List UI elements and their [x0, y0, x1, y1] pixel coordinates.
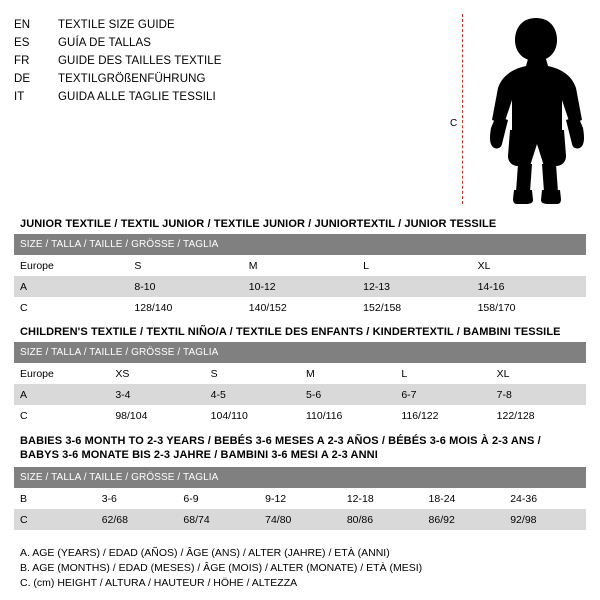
cell: 12-18 — [341, 488, 423, 509]
language-row — [14, 88, 444, 106]
table-row — [14, 405, 586, 426]
table-head-row — [14, 234, 586, 255]
cell: 5-6 — [300, 384, 395, 405]
table-head-row — [14, 467, 586, 488]
cell: 80/86 — [341, 509, 423, 530]
footnote-b: B. AGE (MONTHS) / EDAD (MESES) / ÂGE (MOIS) / ALTER (MONATE) / ETÀ (MESI) — [20, 562, 423, 574]
cell: 62/68 — [96, 509, 178, 530]
cell: 122/128 — [491, 405, 586, 426]
cell: 8-10 — [128, 276, 242, 297]
cell: XS — [109, 363, 204, 384]
row-label: A — [14, 276, 128, 297]
table-head-label: SIZE / TALLA / TAILLE / GRÖSSE / TAGLIA — [14, 234, 586, 255]
row-label: C — [14, 509, 96, 530]
row-label: Europe — [14, 363, 109, 384]
section-title-line-1: BABIES 3-6 MONTH TO 2-3 YEARS / BEBÉS 3-6 MESES A 2-3 AÑOS / BÉBÉS 3-6 MOIS À 2-3 ANS / — [20, 435, 541, 447]
height-measure-line — [462, 14, 463, 204]
section-title-line-2: BABYS 3-6 MONATE BIS 2-3 JAHRE / BAMBINI 3-6 MESI A 2-3 ANNI — [20, 449, 378, 461]
language-row — [14, 52, 444, 70]
cell: XL — [472, 255, 586, 276]
footnote-c: C. (cm) HEIGHT / ALTURA / HAUTEUR / HÖHE / ALTEZZA — [20, 577, 298, 589]
cell: 128/140 — [128, 297, 242, 318]
section-childrens-textile — [14, 324, 586, 426]
cell: 74/80 — [259, 509, 341, 530]
cell: 10-12 — [243, 276, 357, 297]
cell: 92/98 — [504, 509, 586, 530]
junior-size-table — [14, 234, 586, 318]
table-row — [14, 384, 586, 405]
height-measure-label: C — [450, 118, 458, 129]
section-title: JUNIOR TEXTILE / TEXTIL JUNIOR / TEXTILE JUNIOR / JUNIORTEXTIL / JUNIOR TESSILE — [20, 218, 497, 230]
language-code: EN — [14, 19, 31, 31]
cell: 3-6 — [96, 488, 178, 509]
toddler-silhouette-icon — [484, 16, 594, 206]
language-code: DE — [14, 73, 31, 85]
cell: 140/152 — [243, 297, 357, 318]
table-row — [14, 297, 586, 318]
cell: 12-13 — [357, 276, 471, 297]
cell: 152/158 — [357, 297, 471, 318]
children-size-table — [14, 342, 586, 426]
cell: 68/74 — [177, 509, 259, 530]
footnote-a: A. AGE (YEARS) / EDAD (AÑOS) / ÂGE (ANS) / ALTER (JAHRE) / ETÀ (ANNI) — [20, 547, 390, 559]
cell: 6-9 — [177, 488, 259, 509]
figure-area — [444, 14, 586, 210]
row-label: C — [14, 297, 128, 318]
cell: 98/104 — [109, 405, 204, 426]
language-row — [14, 16, 444, 34]
row-label: C — [14, 405, 109, 426]
cell: 7-8 — [491, 384, 586, 405]
cell: 9-12 — [259, 488, 341, 509]
babies-size-table — [14, 467, 586, 530]
language-code: FR — [14, 55, 30, 67]
cell: S — [205, 363, 300, 384]
row-label: A — [14, 384, 109, 405]
language-titles — [14, 14, 444, 106]
cell: L — [395, 363, 490, 384]
cell: 158/170 — [472, 297, 586, 318]
cell: L — [357, 255, 471, 276]
cell: XL — [491, 363, 586, 384]
cell: 14-16 — [472, 276, 586, 297]
cell: 110/116 — [300, 405, 395, 426]
cell: M — [243, 255, 357, 276]
table-head-row — [14, 342, 586, 363]
table-row — [14, 363, 586, 384]
language-code: IT — [14, 91, 25, 103]
cell: S — [128, 255, 242, 276]
row-label: Europe — [14, 255, 128, 276]
language-title: TEXTILE SIZE GUIDE — [58, 19, 175, 31]
section-babies-textile — [14, 432, 586, 530]
table-head-label: SIZE / TALLA / TAILLE / GRÖSSE / TAGLIA — [14, 467, 586, 488]
row-label: B — [14, 488, 96, 509]
table-row — [14, 276, 586, 297]
table-row — [14, 488, 586, 509]
cell: 18-24 — [423, 488, 505, 509]
language-title: TEXTILGRÖßENFÜHRUNG — [58, 73, 206, 85]
section-title: CHILDREN'S TEXTILE / TEXTIL NIÑO/A / TEXTILE DES ENFANTS / KINDERTEXTIL / BAMBINI TESSILE — [20, 326, 561, 338]
cell: 86/92 — [423, 509, 505, 530]
cell: 24-36 — [504, 488, 586, 509]
cell: 4-5 — [205, 384, 300, 405]
table-row — [14, 255, 586, 276]
language-row — [14, 34, 444, 52]
cell: M — [300, 363, 395, 384]
table-row — [14, 509, 586, 530]
header — [14, 14, 586, 210]
cell: 104/110 — [205, 405, 300, 426]
section-title — [14, 432, 586, 467]
language-code: ES — [14, 37, 30, 49]
language-row — [14, 70, 444, 88]
language-title: GUÍA DE TALLAS — [58, 37, 152, 49]
section-junior-textile — [14, 216, 586, 318]
cell: 3-4 — [109, 384, 204, 405]
cell: 116/122 — [395, 405, 490, 426]
language-title: GUIDE DES TAILLES TEXTILE — [58, 55, 222, 67]
language-title: GUIDA ALLE TAGLIE TESSILI — [58, 91, 216, 103]
footnotes — [14, 546, 586, 591]
cell: 6-7 — [395, 384, 490, 405]
table-head-label: SIZE / TALLA / TAILLE / GRÖSSE / TAGLIA — [14, 342, 586, 363]
